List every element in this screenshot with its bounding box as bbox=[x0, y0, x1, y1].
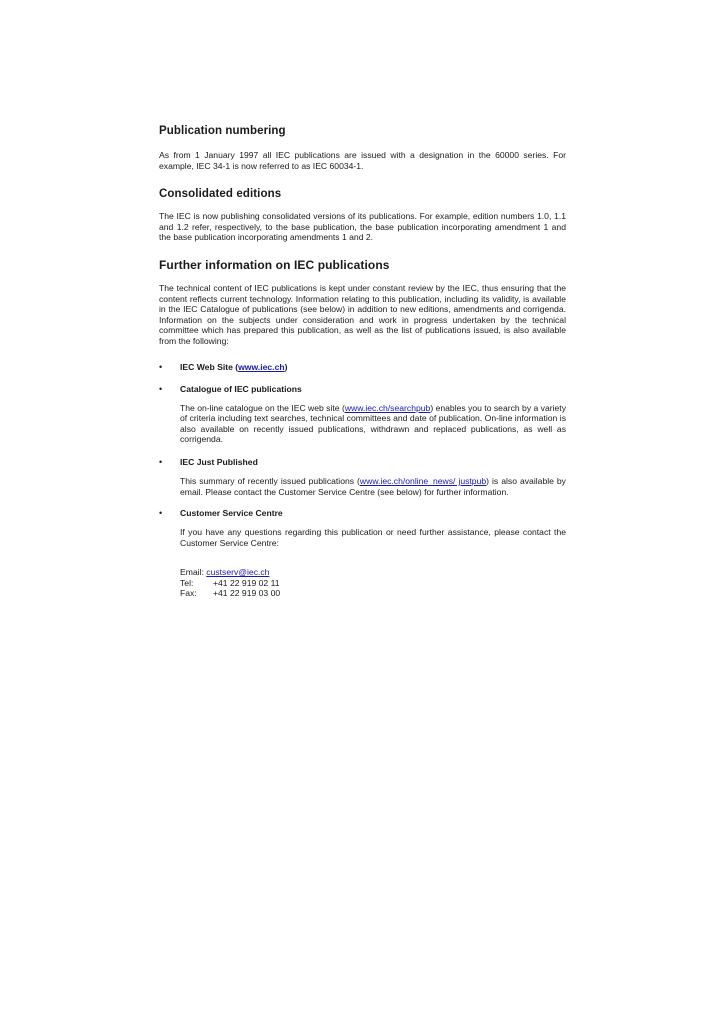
list-item-web-site bbox=[159, 362, 566, 373]
justpub-link[interactable]: www.iec.ch/online_news/ justpub bbox=[359, 475, 487, 486]
bullet-icon: • bbox=[159, 456, 163, 467]
just-published-text-before: This summary of recently issued publications ( bbox=[180, 475, 360, 486]
bullet-icon: • bbox=[159, 508, 163, 519]
consolidated-editions-heading: Consolidated editions bbox=[159, 188, 282, 201]
page-content bbox=[159, 124, 566, 599]
web-site-close-paren: ) bbox=[284, 361, 288, 372]
email-label: Email: bbox=[180, 567, 204, 578]
catalogue-heading: Catalogue of IEC publications bbox=[180, 383, 302, 394]
catalogue-text-before: The on-line catalogue on the IEC web site ( bbox=[180, 402, 345, 413]
catalogue-text bbox=[180, 403, 566, 445]
email-row bbox=[180, 567, 566, 578]
tel-value: +41 22 919 02 11 bbox=[213, 577, 280, 588]
customer-service-heading: Customer Service Centre bbox=[180, 508, 283, 519]
consolidated-editions-text: The IEC is now publishing consolidated versions of its publications. For example, edition numbers 1.0, 1.1 and 1.2 refer, respectively, to the base publication, the base publication incorporating amendment 1 and the base publication incorporating amendments 1 and 2. bbox=[159, 211, 566, 243]
iec-web-site-link[interactable]: www.iec.ch bbox=[238, 361, 285, 372]
tel-row bbox=[180, 578, 566, 589]
tel-label: Tel: bbox=[180, 577, 194, 588]
web-site-heading bbox=[180, 362, 566, 373]
web-site-open-paren: ( bbox=[232, 361, 239, 372]
web-site-label: IEC Web Site bbox=[180, 361, 233, 372]
publication-numbering-heading: Publication numbering bbox=[159, 125, 286, 137]
email-link[interactable]: custserv@iec.ch bbox=[206, 567, 270, 578]
fax-value: +41 22 919 03 00 bbox=[213, 588, 281, 599]
further-information-text: The technical content of IEC publications is kept under constant review by the IEC, thus ensuring that the content reflects current technology. Information relating to this publication, including its validity, is available in the IEC Catalogue of publications (see below) in addition to new editions, amendments and corrigenda. Information on the subjects under consideration and work in progress undertaken by the technical committee which has prepared this publication, as well as the list of publications issued, is also available from the following: bbox=[159, 282, 566, 346]
just-published-heading: IEC Just Published bbox=[180, 456, 258, 467]
publication-numbering-text: As from 1 January 1997 all IEC publications are issued with a designation in the 60000 series. For example, IEC 34-1 is now referred to as IEC 60034-1. bbox=[159, 150, 566, 171]
contact-block bbox=[159, 567, 566, 599]
customer-service-text: If you have any questions regarding this publication or need further assistance, please contact the Customer Service Centre: bbox=[180, 527, 566, 548]
just-published-text bbox=[180, 476, 566, 497]
further-information-heading: Further information on IEC publications bbox=[159, 257, 390, 272]
fax-label: Fax: bbox=[180, 588, 197, 599]
bullet-icon: • bbox=[159, 361, 163, 372]
fax-row bbox=[180, 588, 566, 599]
resources-list bbox=[159, 362, 566, 549]
list-item-customer-service bbox=[159, 508, 566, 548]
list-item-just-published bbox=[159, 457, 566, 497]
list-item-catalogue bbox=[159, 384, 566, 445]
bullet-icon: • bbox=[159, 383, 163, 394]
catalogue-text-after: ) enables you to search by a variety of criteria including text searches, technical committees and date of publication. On-line information is also available on recently issued publications, withdrawn and replaced publications, as well as corrigenda. bbox=[180, 402, 566, 445]
just-published-text-after: ) is also available by email. Please contact the Customer Service Centre (see below) for further information. bbox=[180, 475, 566, 497]
searchpub-link[interactable]: www.iec.ch/searchpub bbox=[344, 402, 431, 413]
